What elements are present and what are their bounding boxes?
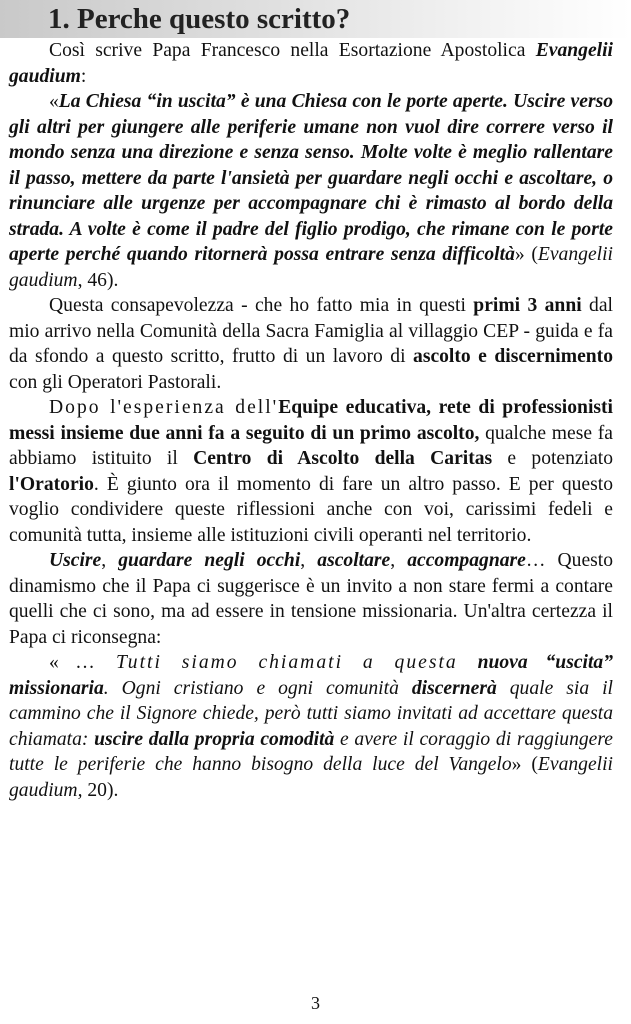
emphasis: primi 3 anni bbox=[473, 295, 582, 316]
paragraph-intro bbox=[9, 38, 613, 89]
keyword: Uscire bbox=[49, 550, 102, 571]
keyword: accompagnare bbox=[407, 550, 526, 571]
paragraph-initiatives bbox=[9, 395, 613, 548]
text-run: qualche mese fa abbiamo istituito il bbox=[9, 422, 613, 469]
citation-source: Evangelii gaudium, bbox=[9, 754, 613, 801]
quote-mark: « bbox=[49, 652, 77, 673]
emphasis: nuova “uscita” missionaria bbox=[9, 652, 614, 699]
quote-mark: » ( bbox=[514, 244, 538, 265]
body-text bbox=[9, 38, 613, 803]
text-run: : bbox=[80, 65, 87, 87]
citation-source: Evangelii gaudium bbox=[9, 244, 613, 291]
paragraph-awareness bbox=[9, 293, 613, 395]
quote-text: . Ogni cristiano e ogni comunità bbox=[103, 677, 412, 699]
quote-text: quale sia il cammino che il Signore chiede, però tutti siamo invitati ad accettare questa chiamata: bbox=[9, 677, 613, 750]
quote-text: La Chiesa “in uscita” è una Chiesa con le porte aperte. Uscire verso gli altri per giungere alle periferie umane non vuol dire correre verso il mondo senza una direzione e senza senso. Molte volte è meglio rallentare il passo, mettere da parte l'ansietà per guardare negli occhi e ascoltare, o rinunciare alle urgenze per accompagnare chi è rimasto al bordo della strada. A volte è come il padre del figlio prodigo, che rimane con le porte aperte perché quando ritornerà possa entrare senza difficoltà bbox=[9, 91, 613, 265]
text-run: e potenziato bbox=[492, 448, 614, 469]
text-run: Dopo l'esperienza dell' bbox=[49, 397, 279, 418]
emphasis: uscire dalla propria comodità bbox=[94, 728, 335, 750]
text-run: … Questo dinamismo che il Papa ci suggerisce è un invito a non stare fermi a contare quelli che ci sono, ma ad essere in tensione missionaria. Un'altra certezza il Papa ci riconsegna: bbox=[9, 550, 614, 648]
emphasis: Centro di Ascolto della Caritas bbox=[193, 448, 493, 469]
quote-text: … Tutti siamo chiamati a questa bbox=[76, 652, 478, 673]
citation-ref: , 46). bbox=[77, 269, 119, 291]
emphasis: Equipe educativa, rete di professionisti messi insieme due anni fa a seguito di un primo ascolto, bbox=[9, 397, 613, 444]
emphasis: discernerà bbox=[411, 677, 497, 699]
quote-mark: » ( bbox=[511, 754, 538, 775]
text-run: , bbox=[300, 550, 318, 571]
document-title: Evangelii gaudium bbox=[9, 40, 613, 87]
emphasis: l'Oratorio bbox=[9, 473, 94, 495]
text-run: . È giunto ora il momento di fare un altro passo. E per questo voglio condividere queste riflessioni anche con voi, carissimi fedeli e comunità tutta, insieme alle istituzioni civili operanti nel territorio. bbox=[9, 473, 613, 546]
text-run: , bbox=[390, 550, 408, 571]
text-run: , bbox=[101, 550, 119, 571]
text-run: con gli Operatori Pastorali. bbox=[9, 371, 222, 393]
section-title: 1. Perche questo scritto? bbox=[48, 3, 351, 35]
quote-text: e avere il coraggio di raggiungere tutte le periferie che hanno bisogno della luce del Vangelo bbox=[9, 728, 613, 775]
page-number: 3 bbox=[311, 993, 320, 1013]
paragraph-dynamism bbox=[9, 548, 613, 650]
keyword: ascoltare bbox=[317, 550, 391, 571]
quote-mark: « bbox=[49, 91, 59, 112]
emphasis: ascolto e discernimento bbox=[413, 346, 613, 367]
quote-evangelii-20 bbox=[9, 650, 613, 803]
text-run: Questa consapevolezza - che ho fatto mia in questi bbox=[49, 295, 474, 316]
citation-ref: 20). bbox=[82, 779, 119, 801]
quote-evangelii-46 bbox=[9, 89, 613, 293]
keyword: guardare negli occhi bbox=[118, 550, 301, 571]
text-run: Così scrive Papa Francesco nella Esortazione Apostolica bbox=[49, 40, 536, 61]
text-run: dal mio arrivo nella Comunità della Sacra Famiglia al villaggio CEP - guida e fa da sfondo a questo scritto, frutto di un lavoro di bbox=[9, 295, 613, 367]
